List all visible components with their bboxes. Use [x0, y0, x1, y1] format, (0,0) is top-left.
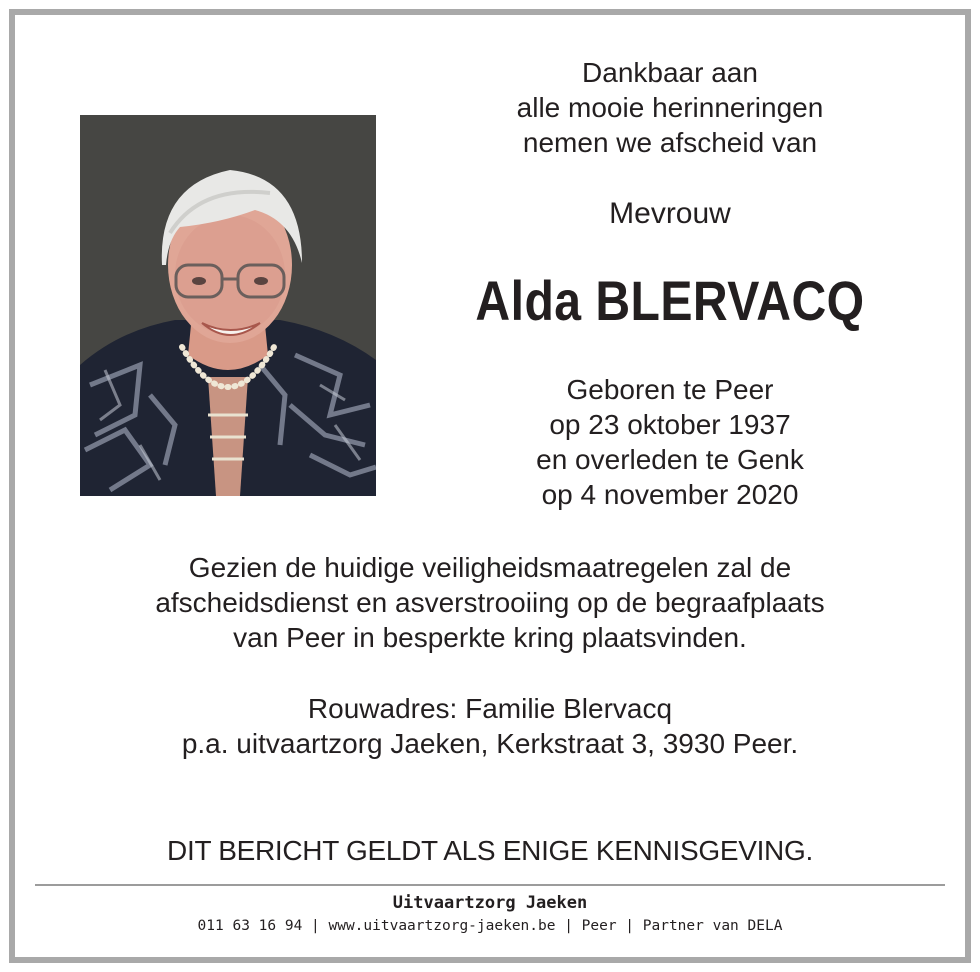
message-line: afscheidsdienst en asverstrooiing op de begraafplaats	[155, 587, 825, 618]
intro-text	[420, 55, 920, 160]
deceased-name: Alda BLERVACQ	[475, 269, 865, 332]
ceremony-message	[40, 550, 940, 655]
intro-line: alle mooie herinneringen	[516, 92, 824, 123]
footer-divider	[35, 884, 945, 886]
date-line: op 4 november 2020	[541, 479, 799, 510]
intro-line: nemen we afscheid van	[522, 127, 818, 158]
birth-death-info	[420, 372, 920, 512]
portrait-photo	[80, 115, 376, 496]
portrait-illustration	[80, 115, 376, 496]
date-line: en overleden te Genk	[536, 444, 804, 475]
message-line: Gezien de huidige veiligheidsmaatregelen zal de	[188, 552, 792, 583]
deceased-title: Mevrouw	[609, 197, 731, 230]
funeral-company-name: Uitvaartzorg Jaeken	[392, 893, 588, 913]
official-notice: DIT BERICHT GELDT ALS ENIGE KENNISGEVING.	[167, 835, 813, 866]
address-line: Rouwadres: Familie Blervacq	[307, 693, 673, 724]
message-line: van Peer in besperkte kring plaatsvinden.	[233, 622, 747, 653]
intro-line: Dankbaar aan	[582, 57, 758, 88]
funeral-company-contact: 011 63 16 94 | www.uitvaartzorg-jaeken.be | Peer | Partner van DELA	[197, 918, 783, 934]
address-line: p.a. uitvaartzorg Jaeken, Kerkstraat 3, 3930 Peer.	[181, 728, 799, 759]
date-line: Geboren te Peer	[566, 374, 774, 405]
mourning-address	[40, 691, 940, 761]
date-line: op 23 oktober 1937	[549, 409, 791, 440]
